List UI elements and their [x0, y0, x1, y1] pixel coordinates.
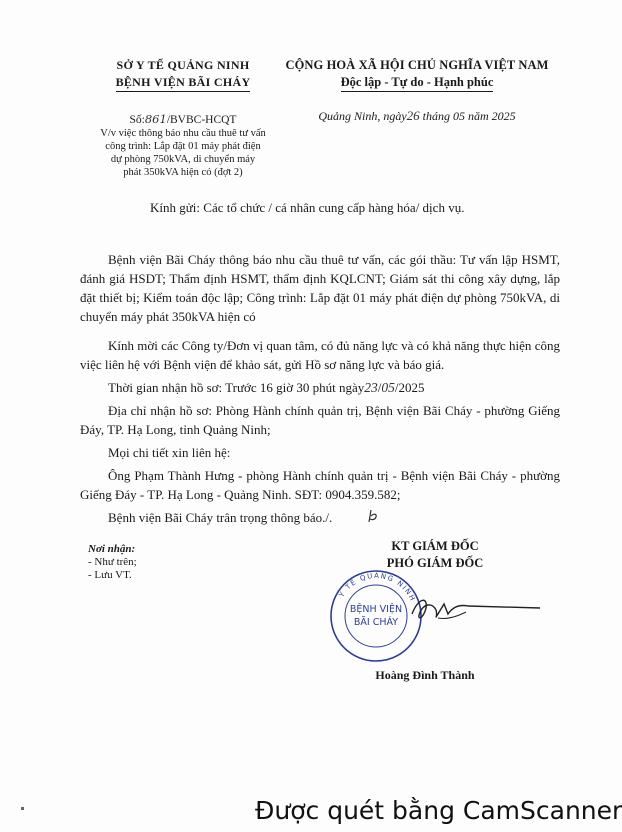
agency-name: SỞ Y TẾ QUẢNG NINH	[116, 58, 250, 72]
handwritten-initial	[366, 508, 380, 524]
seal-line-1: BỆNH VIỆN	[349, 604, 403, 615]
distribution-item: - Lưu VT.	[88, 569, 132, 581]
document-date	[272, 108, 562, 124]
signer-name: Hoàng Đình Thành	[375, 668, 475, 682]
issuer-header	[78, 58, 288, 179]
salutation: Kính gửi: Các tổ chức / cá nhân cung cấp hàng hóa/ dịch vụ.	[150, 200, 465, 215]
deadline-suffix: /2025	[394, 380, 425, 395]
document-number	[78, 112, 288, 126]
subject-line: dự phòng 750kVA, di chuyển máy	[110, 154, 256, 165]
distribution-list	[88, 543, 137, 582]
paragraph-invitation: Kính mời các Công ty/Đơn vị quan tâm, có đủ năng lực và có khả năng thực hiện công việc liên hệ với Bệnh viện để khảo sát, gửi Hồ sơ năng lực và báo giá.	[80, 338, 560, 372]
national-motto: Độc lập - Tự do - Hạnh phúc	[341, 75, 494, 92]
svg-text:Y TẾ QUẢNG NINH	[337, 571, 417, 603]
distribution-title: Nơi nhận:	[88, 543, 136, 555]
subject-line: phát 350kVA hiện có (đợt 2)	[123, 167, 243, 178]
handwritten-signature	[408, 590, 548, 630]
deadline-month-handwritten: 05	[381, 380, 395, 395]
distribution-item: - Như trên;	[88, 556, 137, 568]
national-header	[272, 58, 562, 124]
scan-speck	[21, 807, 24, 810]
date-prefix: Quảng Ninh, ngày	[318, 109, 407, 123]
paragraph-contact-intro: Mọi chi tiết xin liên hệ:	[108, 445, 231, 460]
paragraph-closing: Bệnh viện Bãi Cháy trân trọng thông báo./.	[108, 510, 333, 525]
paragraph-announcement: Bệnh viện Bãi Cháy thông báo nhu cầu thuê tư vấn, các gói thầu: Tư vấn lập HSMT, đánh giá HSDT; Thẩm định HSMT, thẩm định KQLCNT; Giám sát thi công xây dựng, lắp đặt thiết bị; Kiểm toán độc lập; Công trình: Lắp đặt 01 máy phát điện dự phòng 750kVA, di chuyển máy phát 350kVA hiện có	[80, 252, 560, 324]
paragraph-contact-person: Ông Phạm Thành Hưng - phòng Hành chính quản trị - Bệnh viện Bãi Cháy - phường Giếng Đáy - TP. Hạ Long - Quảng Ninh. SĐT: 0904.359.582;	[80, 468, 560, 502]
nation-title: CỘNG HOÀ XÃ HỘI CHỦ NGHĨA VIỆT NAM	[285, 58, 549, 72]
paragraph-deadline	[80, 378, 560, 397]
paragraph-address: Địa chỉ nhận hồ sơ: Phòng Hành chính quản trị, Bệnh viện Bãi Cháy - phường Giếng Đáy, TP. Hạ Long, tỉnh Quảng Ninh;	[80, 403, 560, 437]
document-subject	[78, 127, 288, 179]
deadline-prefix: Thời gian nhận hồ sơ: Trước 16 giờ 30 phút ngày	[108, 380, 365, 395]
document-body	[80, 250, 560, 531]
doc-number-prefix: Số:	[129, 114, 145, 126]
doc-number-handwritten: 861	[144, 112, 167, 126]
scanner-watermark: Được quét bằng CamScanner	[255, 796, 622, 825]
deadline-separator: /	[377, 380, 382, 395]
signer-title-secondary: PHÓ GIÁM ĐỐC	[386, 556, 484, 570]
hospital-name: BỆNH VIỆN BÃI CHÁY	[116, 75, 251, 92]
date-suffix: tháng 05 năm 2025	[422, 109, 516, 123]
date-day-handwritten: 26	[406, 108, 420, 123]
seal-ring-text: Y TẾ QUẢNG NINH	[337, 571, 417, 604]
seal-line-2: BÃI CHÁY	[353, 617, 399, 628]
signer-title-primary: KT GIÁM ĐỐC	[391, 539, 479, 553]
deadline-day-handwritten: 23	[364, 380, 378, 395]
subject-line: công trình: Lắp đặt 01 máy phát điện	[105, 141, 261, 152]
subject-line: V/v việc thông báo nhu cầu thuê tư vấn	[100, 128, 266, 139]
doc-number-suffix: /BVBC-HCQT	[166, 114, 237, 126]
